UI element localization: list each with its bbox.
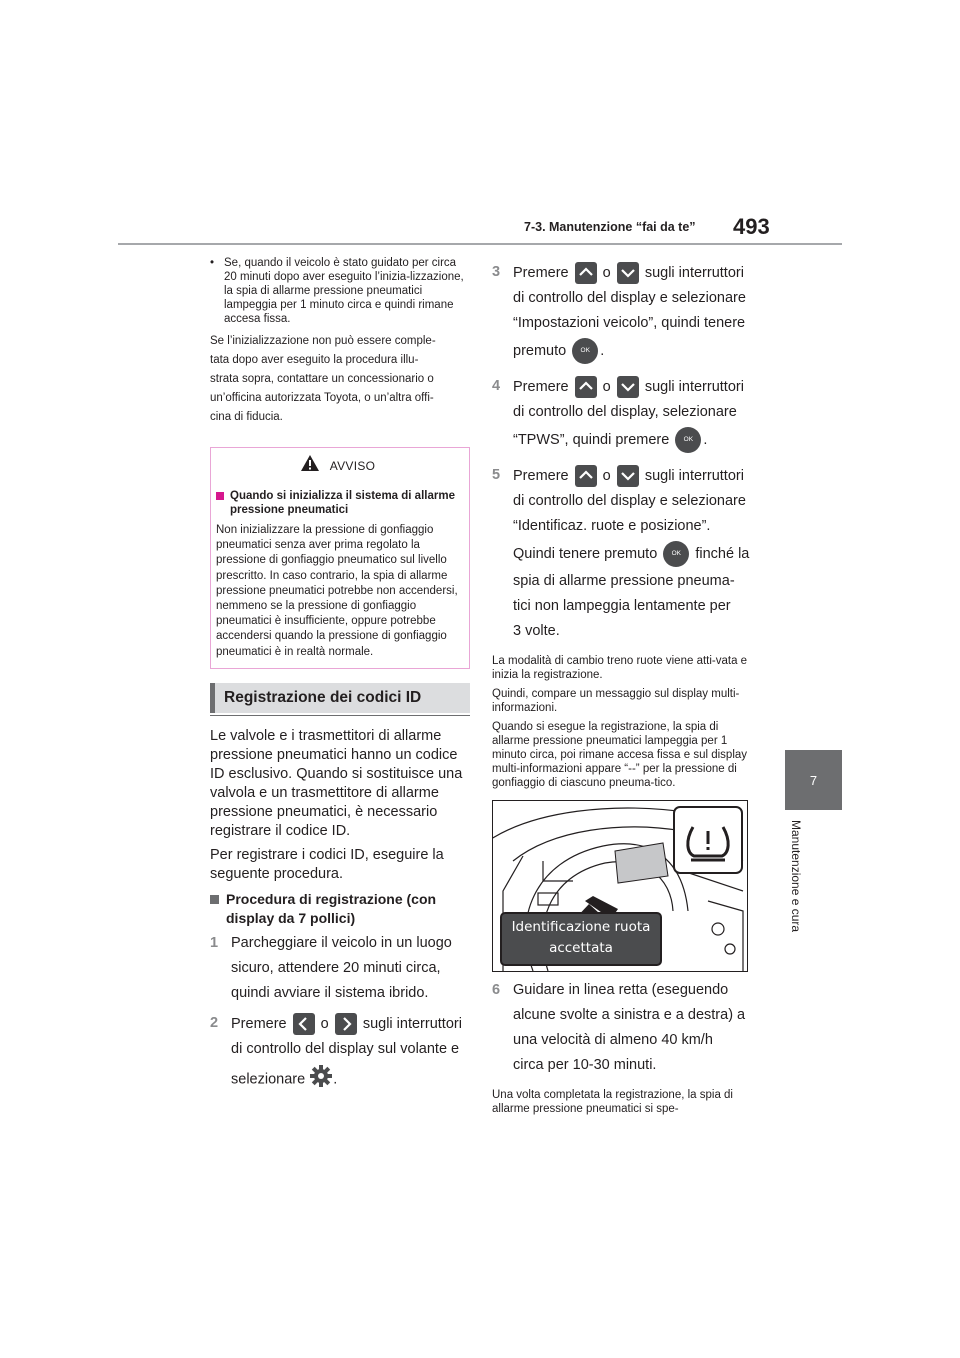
step-word: Premere bbox=[513, 264, 569, 281]
step-line bbox=[513, 541, 749, 567]
step-number: 5 bbox=[492, 467, 501, 483]
step-line: tici non lampeggia lentamente per bbox=[513, 598, 731, 614]
ok-button-icon: OK bbox=[663, 541, 689, 567]
bullet-dot: • bbox=[210, 257, 215, 269]
step-text bbox=[231, 933, 452, 1008]
step-word: . bbox=[333, 1071, 338, 1088]
procedure-heading bbox=[210, 890, 470, 928]
chapter-title: Manutenzione e cura bbox=[789, 820, 803, 933]
ok-button-icon: OK bbox=[572, 338, 598, 364]
gray-square-icon bbox=[210, 895, 219, 904]
step-line: spia di allarme pressione pneuma- bbox=[513, 573, 735, 589]
step-line: 3 volte. bbox=[513, 623, 560, 639]
step-text bbox=[513, 980, 745, 1080]
step-word: sugli interruttori bbox=[644, 467, 744, 484]
para-line: un’officina autorizzata Toyota, o un’altra offi- bbox=[210, 392, 434, 404]
note-text: Quindi, compare un messaggio sul display multi-informazioni. bbox=[492, 688, 740, 714]
step-word: o bbox=[602, 467, 611, 484]
chevron-up-icon bbox=[575, 262, 597, 284]
step-line bbox=[513, 427, 744, 453]
step-line: circa per 10-30 minuti. bbox=[513, 1057, 657, 1073]
step-line: di controllo del display, selezionare bbox=[513, 404, 737, 420]
step-line bbox=[231, 1013, 462, 1035]
chapter-number: 7 bbox=[809, 772, 818, 788]
step-word: sugli interruttori bbox=[362, 1015, 462, 1032]
step-text bbox=[513, 262, 746, 368]
step-text bbox=[513, 376, 744, 457]
step-line bbox=[231, 1064, 462, 1095]
step-word: finché la bbox=[695, 545, 750, 562]
right-column bbox=[492, 262, 750, 1116]
step-line: Parcheggiare il veicolo in un luogo bbox=[231, 934, 452, 951]
intro bbox=[210, 727, 470, 884]
step-word: selezionare bbox=[231, 1071, 306, 1088]
section-title: 7-3. Manutenzione “fai da te” bbox=[524, 220, 696, 234]
step-word: o bbox=[602, 264, 611, 281]
warning-subtitle-row bbox=[216, 489, 459, 517]
chevron-down-icon bbox=[617, 262, 639, 284]
step-text bbox=[513, 465, 749, 646]
step-word: “TPWS”, quindi premere bbox=[513, 431, 670, 448]
chapter-tab bbox=[785, 750, 842, 810]
notes bbox=[492, 654, 750, 790]
figure-message bbox=[503, 913, 659, 963]
step-word: sugli interruttori bbox=[644, 378, 744, 395]
header-rule bbox=[118, 243, 842, 245]
section-heading: Registrazione dei codici ID bbox=[210, 683, 470, 713]
step-number: 1 bbox=[210, 934, 219, 951]
warning-box bbox=[210, 447, 470, 669]
heading-rule bbox=[210, 715, 470, 716]
step-word: . bbox=[703, 431, 708, 448]
step-line: di controllo del display sul volante e bbox=[231, 1040, 460, 1057]
para-line: strata sopra, contattare un concessionario o bbox=[210, 373, 434, 385]
step-word: o bbox=[320, 1015, 329, 1032]
warning-triangle-icon bbox=[300, 454, 320, 477]
magenta-square-icon bbox=[216, 492, 224, 500]
step-1 bbox=[210, 933, 470, 1008]
page-number: 493 bbox=[733, 214, 770, 239]
step-line bbox=[513, 376, 744, 398]
chevron-left-icon bbox=[293, 1013, 315, 1035]
figure-message-line: accettata bbox=[549, 940, 613, 956]
step-line: quindi avviare il sistema ibrido. bbox=[231, 984, 429, 1001]
step-line: Guidare in linea retta (eseguendo bbox=[513, 982, 729, 998]
step-text bbox=[231, 1013, 462, 1099]
step-line: “Identificaz. ruote e posizione”. bbox=[513, 518, 711, 534]
step-word: Quindi tenere premuto bbox=[513, 545, 658, 562]
step-line: alcune svolte a sinistra e a destra) a bbox=[513, 1007, 746, 1023]
intro-paragraph: Le valvole e i trasmettitori di allarme pressione pneumatici hanno un codice ID esclusivo. Quando si sostituisce una valvola e un trasmettitore di allarme pressione pneumatici, è necessario registrare il codice ID. bbox=[210, 727, 463, 839]
intro-paragraph: Per registrare i codici ID, eseguire la seguente procedura. bbox=[210, 846, 444, 882]
chapter-label bbox=[787, 820, 803, 960]
dashboard-illustration bbox=[492, 800, 748, 972]
note-text: Quando si esegue la registrazione, la spia di allarme pressione pneumatici lampeggia per 1 minuto circa, poi rimane accesa fissa e sul display multi-informazioni appare “--” per la pressione di gonfiaggio di ciascuno pneuma-tico. bbox=[492, 721, 748, 789]
bullet-item bbox=[210, 256, 470, 326]
para-line: cina di fiducia. bbox=[210, 411, 283, 423]
chevron-down-icon bbox=[617, 376, 639, 398]
step-word: Premere bbox=[231, 1015, 287, 1032]
chevron-up-icon bbox=[575, 376, 597, 398]
bullet-text: Se, quando il veicolo è stato guidato per circa 20 minuti dopo aver eseguito l’inizia-lizzazione, la spia di allarme pressione pneumatici lampeggia per 1 minuto circa e quindi rimane accesa fissa. bbox=[224, 257, 464, 325]
chevron-up-icon bbox=[575, 465, 597, 487]
warning-header bbox=[216, 454, 459, 477]
final-note: Una volta completata la registrazione, la spia di allarme pressione pneumatici si spe- bbox=[492, 1089, 733, 1115]
step-2 bbox=[210, 1013, 470, 1099]
procedure-title: Procedura di registrazione (con display da 7 pollici) bbox=[226, 890, 437, 926]
step-4 bbox=[492, 376, 750, 457]
step-line: di controllo del display e selezionare bbox=[513, 493, 746, 509]
step-number: 2 bbox=[210, 1014, 219, 1031]
figure-message-line: Identificazione ruota bbox=[511, 919, 651, 935]
step-line bbox=[513, 465, 749, 487]
step-number: 3 bbox=[492, 264, 501, 280]
reinit-paragraph bbox=[210, 332, 470, 427]
chevron-down-icon bbox=[617, 465, 639, 487]
chevron-right-icon bbox=[335, 1013, 357, 1035]
note-text: La modalità di cambio treno ruote viene atti-vata e inizia la registrazione. bbox=[492, 655, 748, 681]
left-column bbox=[210, 256, 470, 1099]
warning-text: Non inizializzare la pressione di gonfiaggio pneumatici senza aver prima regolato la pressione di gonfiaggio pneumatico sul livello prescritto. In caso contrario, la spia di allarme pressione pneumatici potrebbe non accendersi, nemmeno se la pressione di gonfiaggio pneumatici è insufficiente, oppure potrebbe accendersi quando la pressione di gonfiaggio pneumatici è in realtà normale. bbox=[216, 524, 458, 658]
step-line bbox=[513, 338, 746, 364]
gear-icon bbox=[309, 1064, 333, 1095]
step-line: di controllo del display e selezionare bbox=[513, 290, 746, 306]
warning-title: AVVISO bbox=[329, 458, 376, 473]
step-word: Premere bbox=[513, 378, 569, 395]
step-number: 6 bbox=[492, 982, 501, 998]
step-word: sugli interruttori bbox=[644, 264, 744, 281]
warning-subtitle: Quando si inizializza il sistema di allarme pressione pneumatici bbox=[230, 490, 455, 516]
step-word: premuto bbox=[513, 342, 567, 359]
step-word: Premere bbox=[513, 467, 569, 484]
ok-button-icon: OK bbox=[675, 427, 701, 453]
step-line: una velocità di almeno 40 km/h bbox=[513, 1032, 713, 1048]
step-word: . bbox=[600, 342, 605, 359]
para-line: Se l’inizializzazione non può essere comple- bbox=[210, 335, 436, 347]
step-line bbox=[513, 262, 746, 284]
step-5 bbox=[492, 465, 750, 646]
step-word: o bbox=[602, 378, 611, 395]
step-line: “Impostazioni veicolo”, quindi tenere bbox=[513, 315, 746, 331]
step-6 bbox=[492, 980, 750, 1080]
para-line: tata dopo aver eseguito la procedura illu- bbox=[210, 354, 419, 366]
step-number: 4 bbox=[492, 378, 501, 394]
step-3 bbox=[492, 262, 750, 368]
step-line: sicuro, attendere 20 minuti circa, bbox=[231, 959, 441, 976]
